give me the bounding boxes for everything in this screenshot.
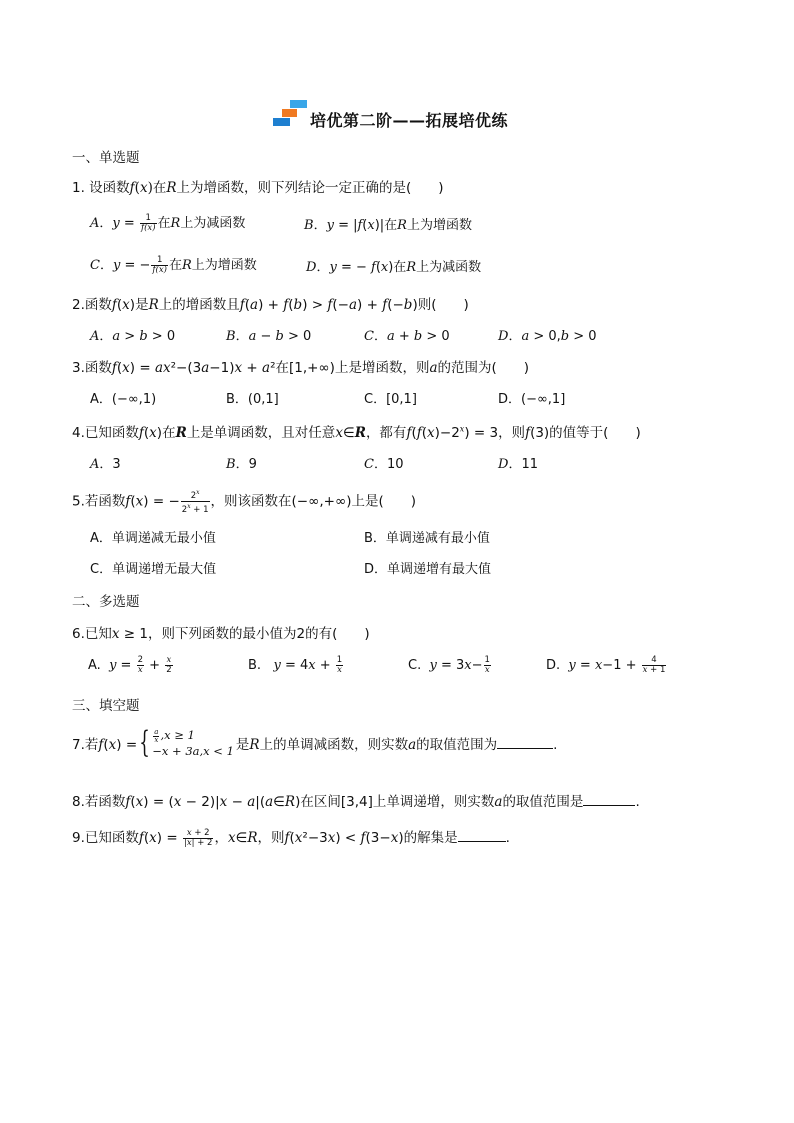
question-7-stem: 7.若f(x) = { $\frac{a}{x}$ ,x ≥ 1 −x + 3a,x < 1 是R上的单调减函数，则实数a的取值范围为 . (72, 725, 558, 761)
question-6-option-a: A. y = $\frac{2}{x}$ + $\frac{x}{2}$ (88, 655, 172, 675)
question-3-option-d: D．(−∞,1] (498, 392, 566, 407)
question-3-option-b: B．(0,1] (226, 392, 279, 407)
logo-icon (273, 100, 309, 128)
question-9-stem: 9.已知函数f(x) = $\frac{x + 2}{|x| + 2}$ ，x∈R，则f(x²−3x) < f(3−x)的解集是 . (72, 827, 510, 848)
question-5-stem: 5.若函数f(x) = − $\frac{2^x}{2^x + 1}$ ，则该函数在(−∞,+∞)上是( ) (72, 489, 417, 515)
question-4-option-c: C．10 (364, 457, 404, 472)
question-3-option-c: C．[0,1] (364, 392, 417, 407)
question-4-option-d: D．11 (498, 457, 538, 472)
question-4-option-a: A．3 (90, 457, 121, 472)
section-single-choice: 一、单选题 (72, 150, 140, 166)
question-1-stem: 1. 设函数f(x)在R上为增函数，则下列结论一定正确的是( ) (72, 180, 444, 196)
question-2-option-d: D．a > 0,b > 0 (498, 329, 597, 344)
question-2-option-a: A．a > b > 0 (90, 329, 176, 344)
question-6-option-b: B. y = 4x + $\frac{1}{x}$ (248, 655, 343, 675)
section-fill-in: 三、填空题 (72, 698, 140, 714)
question-3-option-a: A．(−∞,1) (90, 392, 157, 407)
page-title: 培优第二阶——拓展培优练 (310, 111, 509, 130)
question-1-option-d: D．y = − f(x)在R上为减函数 (306, 260, 482, 275)
question-5-option-b: B．单调递减有最小值 (364, 531, 490, 546)
question-5-option-a: A．单调递减无最小值 (90, 531, 216, 546)
question-2-stem: 2.函数f(x)是R上的增函数且f(a) + f(b) > f(−a) + f(−b)则( ) (72, 297, 469, 313)
header (273, 100, 543, 128)
question-8-stem: 8.若函数f(x) = (x − 2)|x − a|(a∈R)在区间[3,4]上单调递增，则实数a的取值范围是 . (72, 794, 640, 810)
question-6-stem: 6.已知x ≥ 1，则下列函数的最小值为2的有( ) (72, 626, 370, 642)
section-multiple-choice: 二、多选题 (72, 594, 140, 610)
question-6-option-d: D. y = x−1 + $\frac{4}{x + 1}$ (546, 655, 666, 675)
question-2-option-c: C．a + b > 0 (364, 329, 450, 344)
question-1-option-c: C．y = − $\frac{1}{f(x)}$ 在R上为增函数 (90, 255, 257, 275)
question-1-option-a: A．y = $\frac{1}{f(x)}$ 在R上为减函数 (90, 213, 246, 233)
question-6-option-c: C. y = 3x− $\frac{1}{x}$ (408, 655, 490, 675)
question-4-stem: 4.已知函数f(x)在R上是单调函数，且对任意x∈R，都有$f(f(x)-2^x) = 3$，则f(3)的值等于( ) (72, 424, 641, 441)
question-4-option-b: B．9 (226, 457, 257, 472)
question-5-option-d: D．单调递增有最大值 (364, 562, 492, 577)
question-5-option-c: C．单调递增无最大值 (90, 562, 217, 577)
question-3-stem: 3.函数f(x) = ax²−(3a−1)x + a²在[1,+∞)上是增函数，则a的范围为( ) (72, 360, 530, 376)
question-2-option-b: B．a − b > 0 (226, 329, 312, 344)
question-1-option-b: B．y = |f(x)|在R上为增函数 (304, 218, 472, 233)
